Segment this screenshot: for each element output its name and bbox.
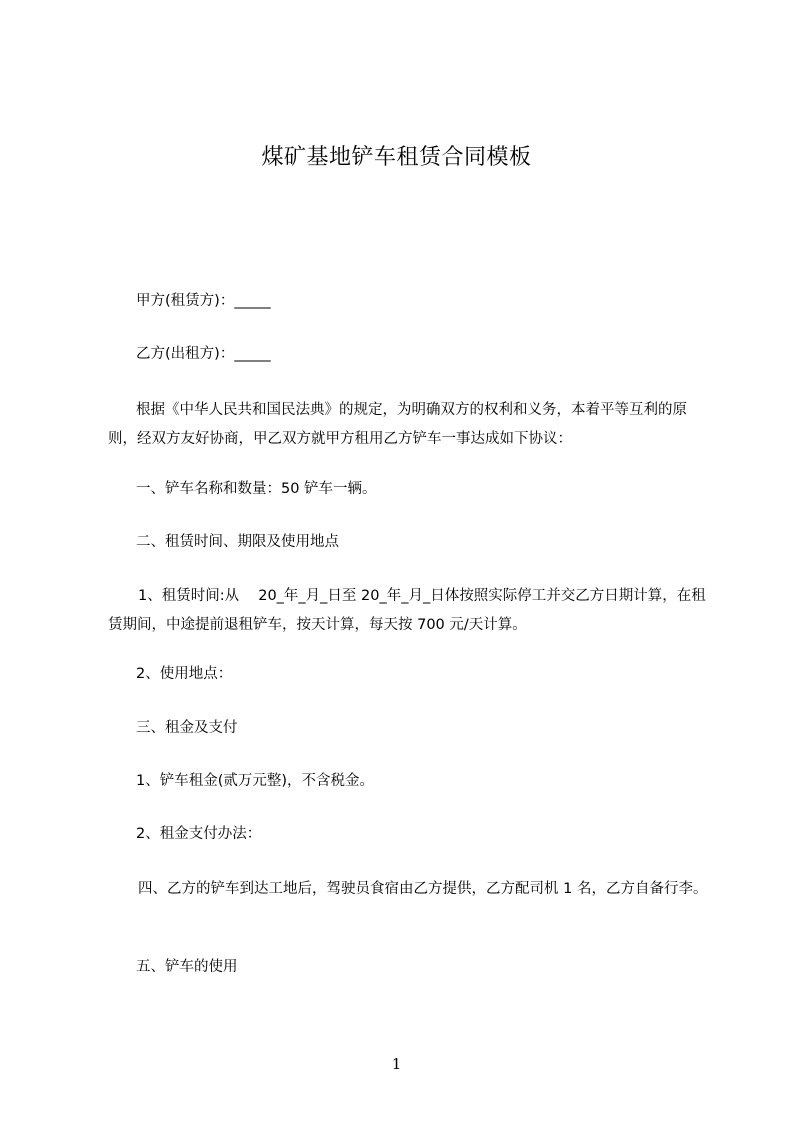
clause-1: 一、铲车名称和数量：50 铲车一辆。 bbox=[136, 481, 377, 497]
clause-2-item-2: 2、使用地点： bbox=[136, 666, 233, 682]
clause-5-heading: 五、铲车的使用 bbox=[136, 959, 238, 975]
preamble-paragraph: 根据《中华人民共和国民法典》的规定，为明确双方的权利和义务，本着平等互利的原则，经双方友好协商，甲乙双方就甲方租用乙方铲车一事达成如下协议： bbox=[108, 402, 687, 447]
party-a-line: 甲方(租赁方)：_____ bbox=[136, 293, 271, 309]
clause-2-heading: 二、租赁时间、期限及使用地点 bbox=[136, 534, 339, 550]
clause-3-item-1: 1、铲车租金(贰万元整)，不含税金。 bbox=[136, 773, 375, 789]
clause-4: 四、乙方的铲车到达工地后，驾驶员食宿由乙方提供，乙方配司机 1 名，乙方自备行李。 bbox=[138, 881, 708, 897]
clause-2-item-1: 1、租赁时间:从 20_年_月_日至 20_年_月_日体按照实际停工并交乙方日期计算，在租赁期间，中途提前退租铲车，按天计算，每天按 700 元/天计算。 bbox=[108, 588, 706, 633]
clause-3-item-2: 2、租金支付办法： bbox=[136, 826, 262, 842]
page-number: 1 bbox=[391, 1055, 402, 1073]
clause-3-heading: 三、租金及支付 bbox=[136, 720, 238, 736]
party-b-line: 乙方(出租方)：_____ bbox=[136, 346, 271, 362]
document-title: 煤矿基地铲车租赁合同模板 bbox=[261, 145, 532, 170]
